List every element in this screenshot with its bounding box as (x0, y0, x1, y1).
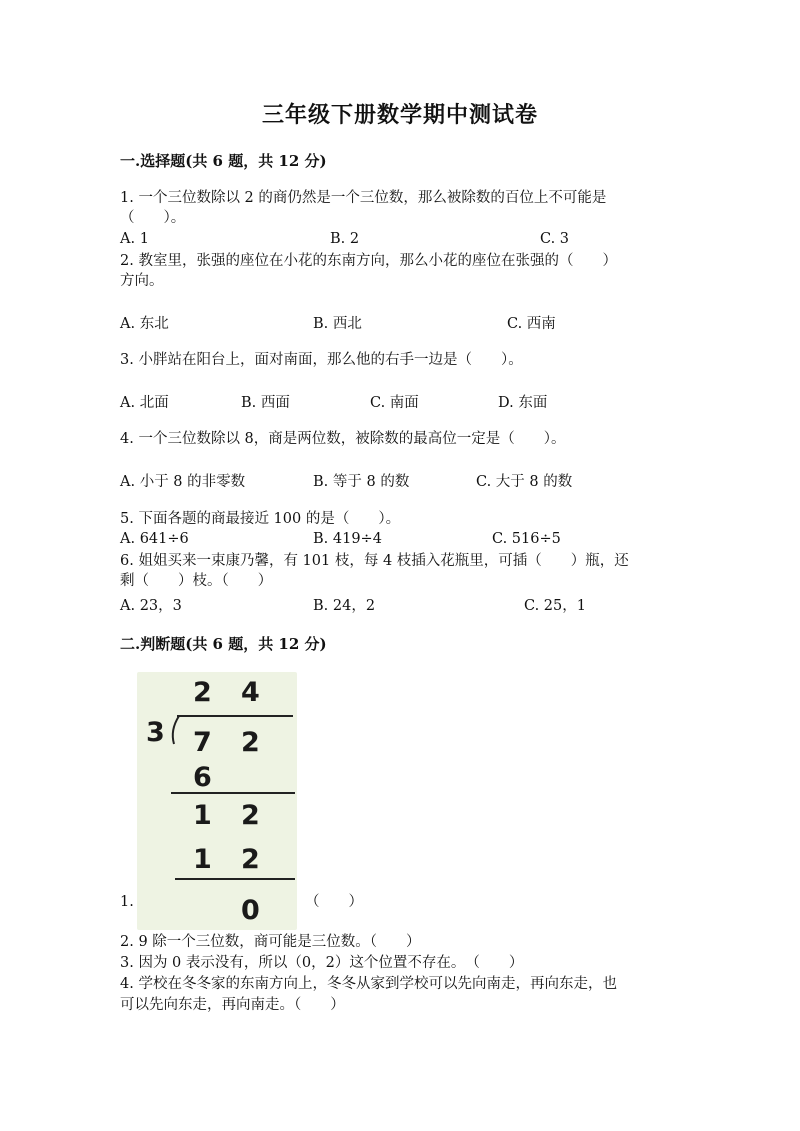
question-5-option-a: A. 641÷6 (120, 531, 189, 547)
division-lines (137, 672, 297, 930)
question-3-option-b: B. 西面 (241, 395, 290, 411)
judgment-1-number: 1. (120, 894, 134, 910)
judgment-1-answer-paren: （ ） (305, 894, 363, 910)
quotient-digit-ones: 4 (241, 677, 260, 708)
question-1-option-b: B. 2 (330, 231, 360, 247)
question-1-text-cont: （ ）。 (120, 210, 186, 226)
question-2-option-b: B. 西北 (313, 316, 362, 332)
question-6-text-cont: 剩（ ）枝。（ ） (120, 573, 273, 589)
question-6-option-c: C. 25，1 (524, 598, 586, 614)
question-5-option-c: C. 516÷5 (492, 531, 561, 547)
judgment-2-text: 2. 9 除一个三位数，商可能是三位数。（ ） (120, 934, 421, 950)
divisor-digit: 3 (146, 717, 165, 748)
quotient-digit-tens: 2 (193, 677, 212, 708)
dividend-digit-tens: 7 (193, 727, 212, 758)
question-5-text: 5. 下面各题的商最接近 100 的是（ ）。 (120, 511, 401, 527)
question-4-option-b: B. 等于 8 的数 (313, 474, 410, 490)
question-1-option-a: A. 1 (120, 231, 149, 247)
question-4-text: 4. 一个三位数除以 8，商是两位数，被除数的最高位一定是（ ）。 (120, 431, 566, 447)
question-1-option-c: C. 3 (540, 231, 570, 247)
step-two-digit-ones: 2 (241, 844, 260, 875)
question-2-option-c: C. 西南 (507, 316, 556, 332)
question-1-text: 1. 一个三位数除以 2 的商仍然是一个三位数，那么被除数的百位上不可能是 (120, 190, 607, 206)
question-4-option-a: A. 小于 8 的非零数 (120, 474, 246, 490)
question-6-option-b: B. 24，2 (313, 598, 376, 614)
question-2-text-cont: 方向。 (120, 273, 164, 289)
final-remainder: 0 (241, 895, 260, 926)
question-3-option-d: D. 东面 (498, 395, 548, 411)
question-3-option-c: C. 南面 (370, 395, 419, 411)
remainder-digit-tens: 1 (193, 800, 212, 831)
page-title: 三年级下册数学期中测试卷 (261, 102, 538, 128)
question-3-text: 3. 小胖站在阳台上，面对南面，那么他的右手一边是（ ）。 (120, 352, 523, 368)
long-division-image (137, 672, 297, 930)
question-6-option-a: A. 23，3 (120, 598, 182, 614)
question-3-option-a: A. 北面 (120, 395, 169, 411)
judgment-3-text: 3. 因为 0 表示没有，所以（0，2）这个位置不存在。 （ ） (120, 955, 524, 971)
question-2-text: 2. 教室里，张强的座位在小花的东南方向，那么小花的座位在张强的（ ） (120, 253, 617, 269)
question-4-option-c: C. 大于 8 的数 (476, 474, 573, 490)
question-6-text: 6. 姐姐买来一束康乃馨，有 101 枝，每 4 枝插入花瓶里，可插（ ）瓶，还 (120, 553, 629, 569)
step-one-product: 6 (193, 762, 212, 793)
step-two-digit-tens: 1 (193, 844, 212, 875)
judgment-4-text: 4. 学校在冬冬家的东南方向上，冬冬从家到学校可以先向南走，再向东走，也 (120, 976, 617, 992)
judgment-4-text-cont: 可以先向东走，再向南走。（ ） (120, 997, 345, 1013)
remainder-digit-ones: 2 (241, 800, 260, 831)
section-heading-choice: 一.选择题(共 6 题，共 12 分) (120, 152, 327, 170)
question-2-option-a: A. 东北 (120, 316, 169, 332)
dividend-digit-ones: 2 (241, 727, 260, 758)
section-heading-judgment: 二.判断题(共 6 题，共 12 分) (120, 635, 327, 653)
question-5-option-b: B. 419÷4 (313, 531, 382, 547)
